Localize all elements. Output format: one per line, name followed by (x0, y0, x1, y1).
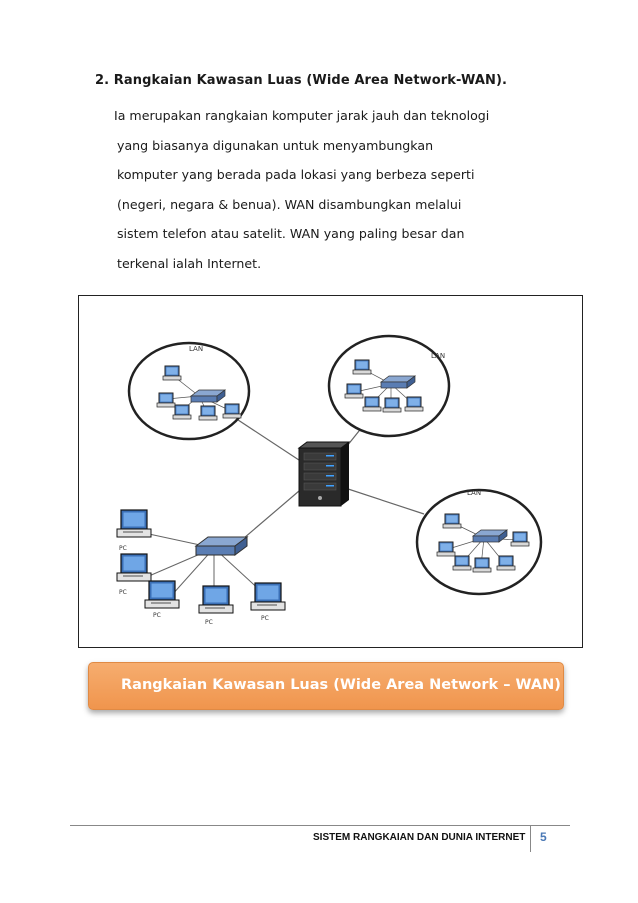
pc-icon (145, 581, 179, 608)
pc-label: PC (261, 615, 269, 622)
wan-diagram (79, 296, 584, 649)
pc-icon (363, 397, 381, 411)
page-number: 5 (540, 830, 547, 844)
server-icon (299, 442, 349, 506)
caption-text: Rangkaian Kawasan Luas (Wide Area Network – WAN) (121, 677, 561, 693)
pc-label: PC (119, 589, 127, 596)
footer-title: SISTEM RANGKAIAN DAN DUNIA INTERNET (313, 832, 526, 843)
switch-icon (191, 390, 225, 402)
pc-icon (383, 398, 401, 412)
paragraph-line: komputer yang berada pada lokasi yang berbeza seperti (117, 167, 475, 182)
pc-icon (437, 542, 455, 556)
pc-label: PC (205, 619, 213, 626)
pc-icon (405, 397, 423, 411)
footer-separator (530, 826, 531, 852)
pc-label: PC (153, 612, 161, 619)
pc-icon (117, 510, 151, 537)
section-heading: 2. Rangkaian Kawasan Luas (Wide Area Network-WAN). (95, 73, 508, 88)
switch-icon (381, 376, 415, 388)
pc-icon (511, 532, 529, 546)
pc-icon (163, 366, 181, 380)
pc-cluster (117, 510, 285, 626)
pc-icon (117, 554, 151, 581)
pc-icon (199, 586, 233, 613)
lan-label: LAN (467, 489, 482, 497)
lan-network-3 (417, 489, 541, 594)
pc-icon (251, 583, 285, 610)
pc-icon (473, 558, 491, 572)
lan-label: LAN (431, 352, 446, 360)
paragraph-line: (negeri, negara & benua). WAN disambungkan melalui (117, 196, 462, 212)
pc-icon (157, 393, 175, 407)
section-paragraph (114, 101, 584, 278)
wan-diagram-figure (78, 295, 583, 648)
switch-icon (196, 537, 247, 555)
figure-caption (88, 662, 564, 710)
paragraph-line: Ia merupakan rangkaian komputer jarak jauh dan teknologi (114, 108, 490, 123)
pc-icon (173, 405, 191, 419)
pc-icon (345, 384, 363, 398)
pc-icon (223, 404, 241, 418)
pc-label: PC (119, 545, 127, 552)
pc-icon (353, 360, 371, 374)
lan-network-2 (329, 336, 449, 436)
pc-icon (443, 514, 461, 528)
switch-icon (473, 530, 507, 542)
paragraph-line: terkenal ialah Internet. (117, 255, 262, 271)
pc-icon (199, 406, 217, 420)
lan-label: LAN (189, 345, 204, 353)
pc-icon (453, 556, 471, 570)
paragraph-line: sistem telefon atau satelit. WAN yang paling besar dan (117, 226, 465, 241)
pc-icon (497, 556, 515, 570)
paragraph-line: yang biasanya digunakan untuk menyambungkan (117, 137, 434, 153)
footer-divider (70, 825, 570, 826)
lan-network-1 (129, 343, 249, 439)
